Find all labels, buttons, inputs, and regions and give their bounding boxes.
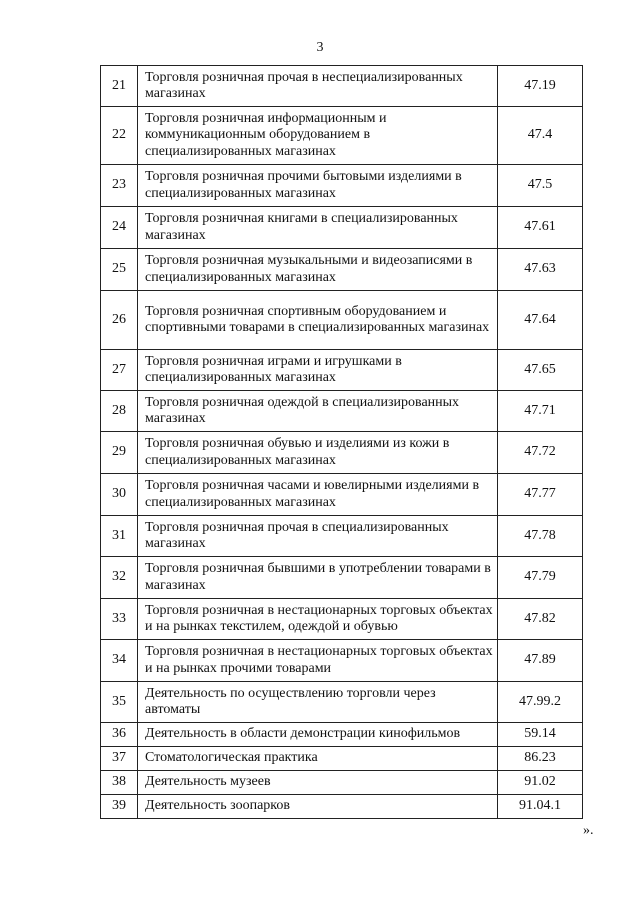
activity-name: Торговля розничная прочими бытовыми изделиями в специализированных магазинах — [138, 165, 498, 207]
activity-table-body — [101, 66, 583, 819]
row-number: 30 — [101, 474, 138, 516]
table-row — [101, 291, 583, 350]
table-row — [101, 723, 583, 747]
table-row — [101, 682, 583, 723]
activity-name: Торговля розничная играми и игрушками в специализированных магазинах — [138, 350, 498, 391]
activity-code: 47.64 — [498, 291, 583, 350]
row-number: 36 — [101, 723, 138, 747]
activity-name: Торговля розничная часами и ювелирными изделиями в специализированных магазинах — [138, 474, 498, 516]
table-row — [101, 165, 583, 207]
row-number: 28 — [101, 391, 138, 432]
activity-name: Деятельность в области демонстрации кинофильмов — [138, 723, 498, 747]
activity-code: 47.82 — [498, 599, 583, 640]
table-row — [101, 432, 583, 474]
row-number: 29 — [101, 432, 138, 474]
activity-code: 86.23 — [498, 747, 583, 771]
closing-quote-mark: ». — [583, 823, 594, 838]
activity-name: Торговля розничная информационным и коммуникационным оборудованием в специализированных магазинах — [138, 107, 498, 165]
row-number: 37 — [101, 747, 138, 771]
activity-code: 91.02 — [498, 771, 583, 795]
activity-name: Деятельность зоопарков — [138, 795, 498, 819]
activity-code: 47.77 — [498, 474, 583, 516]
row-number: 22 — [101, 107, 138, 165]
table-row — [101, 66, 583, 107]
row-number: 34 — [101, 640, 138, 682]
activity-name: Деятельность по осуществлению торговли через автоматы — [138, 682, 498, 723]
table-row — [101, 747, 583, 771]
row-number: 25 — [101, 249, 138, 291]
activity-name: Торговля розничная бывшими в употреблении товарами в магазинах — [138, 557, 498, 599]
table-row — [101, 249, 583, 291]
activity-code: 47.71 — [498, 391, 583, 432]
activity-code: 47.99.2 — [498, 682, 583, 723]
activity-name: Торговля розничная прочая в неспециализированных магазинах — [138, 66, 498, 107]
table-row — [101, 771, 583, 795]
table-row — [101, 640, 583, 682]
activity-code: 47.5 — [498, 165, 583, 207]
activity-code: 47.65 — [498, 350, 583, 391]
activity-code: 47.89 — [498, 640, 583, 682]
row-number: 24 — [101, 207, 138, 249]
activity-code: 91.04.1 — [498, 795, 583, 819]
page-number: 3 — [316, 40, 324, 55]
activity-name: Торговля розничная в нестационарных торговых объектах и на рынках прочими товарами — [138, 640, 498, 682]
activity-code: 47.72 — [498, 432, 583, 474]
activity-name: Торговля розничная в нестационарных торговых объектах и на рынках текстилем, одеждой и обувью — [138, 599, 498, 640]
row-number: 32 — [101, 557, 138, 599]
table-row — [101, 516, 583, 557]
activity-code: 47.63 — [498, 249, 583, 291]
row-number: 23 — [101, 165, 138, 207]
activity-code: 47.78 — [498, 516, 583, 557]
activity-code: 59.14 — [498, 723, 583, 747]
table-row — [101, 557, 583, 599]
activity-code: 47.19 — [498, 66, 583, 107]
activity-code: 47.61 — [498, 207, 583, 249]
row-number: 38 — [101, 771, 138, 795]
row-number: 33 — [101, 599, 138, 640]
row-number: 39 — [101, 795, 138, 819]
row-number: 31 — [101, 516, 138, 557]
activity-name: Торговля розничная книгами в специализированных магазинах — [138, 207, 498, 249]
table-row — [101, 207, 583, 249]
activity-name: Торговля розничная одеждой в специализированных магазинах — [138, 391, 498, 432]
table-row — [101, 599, 583, 640]
row-number: 35 — [101, 682, 138, 723]
activity-name: Торговля розничная музыкальными и видеозаписями в специализированных магазинах — [138, 249, 498, 291]
table-row — [101, 795, 583, 819]
activity-name: Торговля розничная прочая в специализированных магазинах — [138, 516, 498, 557]
activity-name: Деятельность музеев — [138, 771, 498, 795]
activity-code: 47.4 — [498, 107, 583, 165]
table-row — [101, 350, 583, 391]
activity-table — [100, 65, 583, 819]
activity-name: Стоматологическая практика — [138, 747, 498, 771]
table-row — [101, 474, 583, 516]
table-row — [101, 107, 583, 165]
activity-name: Торговля розничная обувью и изделиями из кожи в специализированных магазинах — [138, 432, 498, 474]
row-number: 21 — [101, 66, 138, 107]
row-number: 27 — [101, 350, 138, 391]
activity-code: 47.79 — [498, 557, 583, 599]
table-row — [101, 391, 583, 432]
row-number: 26 — [101, 291, 138, 350]
activity-name: Торговля розничная спортивным оборудованием и спортивными товарами в специализированных магазинах — [138, 291, 498, 350]
